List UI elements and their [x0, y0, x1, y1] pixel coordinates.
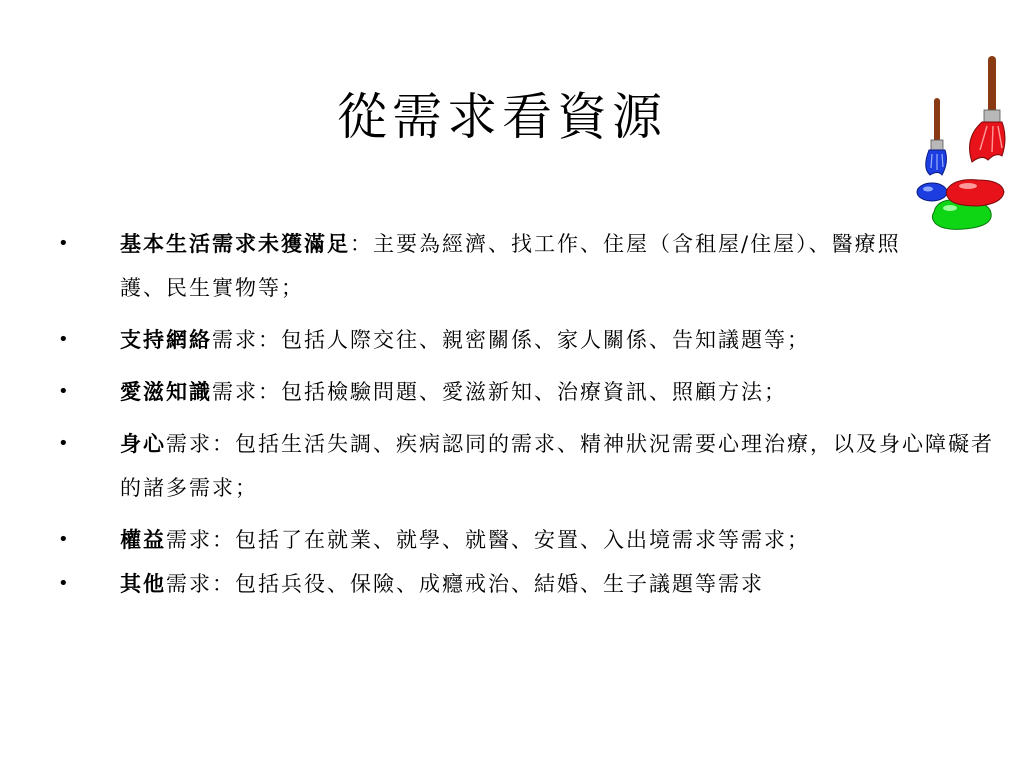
- bullet-text: 需求：包括人際交往、親密關係、家人關係、告知議題等；: [212, 328, 810, 352]
- blue-brush-icon: [926, 98, 947, 175]
- bullet-marker: •: [58, 381, 71, 402]
- slide-title: 從需求看資源: [337, 88, 667, 146]
- paint-blobs: [917, 180, 1004, 230]
- bullet-item-support-network: [58, 318, 1008, 362]
- bullet-marker: •: [58, 573, 71, 594]
- bullet-list: [58, 222, 1008, 606]
- red-brush-icon: [970, 56, 1005, 162]
- paintbrushes-icon: [912, 50, 1012, 250]
- bullet-item-mind-body: [58, 422, 1008, 510]
- bullet-item-rights: [58, 518, 1008, 562]
- bullet-marker: •: [58, 233, 71, 254]
- bullet-marker: •: [58, 329, 71, 350]
- bullet-item-other: [58, 562, 1008, 606]
- bullet-text: ：主要為經濟、找工作、住屋（含租屋/住屋）、醫療照護、民生實物等；: [120, 232, 901, 300]
- bullet-keyword: 愛滋知識: [120, 379, 212, 404]
- bullet-keyword: 其他: [120, 571, 166, 596]
- bullet-item-basic-needs: [58, 222, 1008, 310]
- bullet-text: 需求：包括了在就業、就學、就醫、安置、入出境需求等需求；: [166, 528, 810, 552]
- bullet-keyword: 支持網絡: [120, 327, 212, 352]
- bullet-marker: •: [58, 433, 71, 454]
- bullet-item-aids-knowledge: [58, 370, 1008, 414]
- bullet-keyword: 身心: [120, 431, 166, 456]
- bullet-text: 需求：包括兵役、保險、成癮戒治、結婚、生子議題等需求: [166, 572, 764, 596]
- bullet-content: [120, 222, 940, 310]
- bullet-text: 需求：包括檢驗問題、愛滋新知、治療資訊、照顧方法；: [212, 380, 787, 404]
- bullet-keyword: 基本生活需求未獲滿足: [120, 231, 350, 256]
- bullet-text: 需求：包括生活失調、疾病認同的需求、精神狀況需要心理治療，以及身心障礙者的諸多需求；: [120, 432, 994, 500]
- bullet-keyword: 權益: [120, 527, 166, 552]
- bullet-marker: •: [58, 529, 71, 550]
